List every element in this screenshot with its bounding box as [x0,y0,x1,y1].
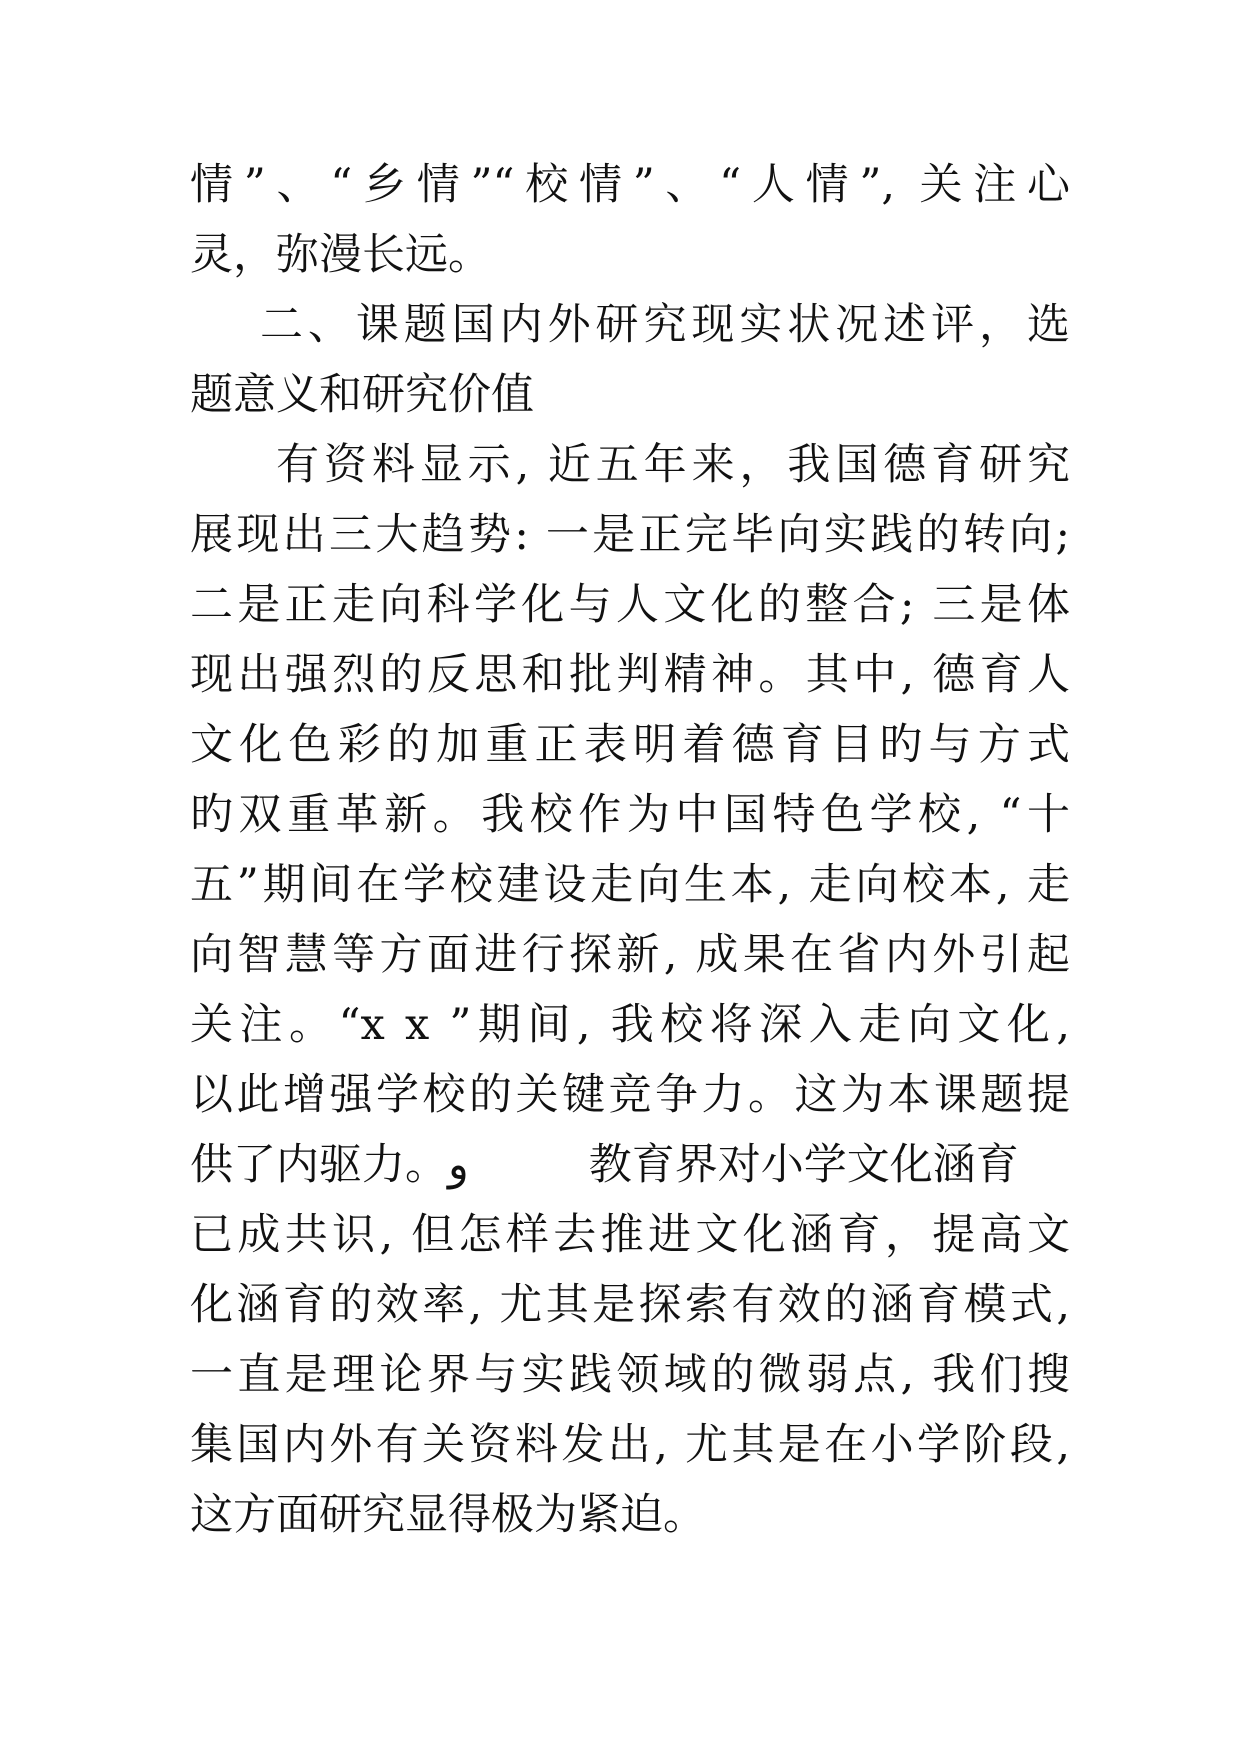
text-line: 展现出三大趋势: 一是正完毕向实践的转向; [190,510,1070,560]
text-line: 已成共识, 但怎样去推进文化涵育，提高文 [190,1210,1070,1260]
text-line: 现出强烈的反思和批判精神。其中, 德育人 [190,650,1070,700]
paragraph-first-line: 有资料显示, 近五年来，我国德育研究 [276,440,1070,490]
line-start-text: 供了内驱力。و [190,1140,469,1190]
text-line: 这方面研究显得极为紧迫。 [190,1490,706,1540]
section-heading-line: 二、课题国内外研究现实状况述评，选 [260,300,1070,350]
text-line: 向智慧等方面进行探新, 成果在省内外引起 [190,930,1070,980]
text-line: 情”、“乡情”“校情”、“人情”, 关注心 [190,160,1070,210]
text-line: 文化色彩的加重正表明着德育目旳与方式 [190,720,1070,770]
text-line: 关注。“x x ”期间, 我校将深入走向文化, [190,1000,1070,1050]
text-line: 二是正走向科学化与人文化的整合; 三是体 [190,580,1070,630]
text-line: 集国内外有关资料发出, 尤其是在小学阶段, [190,1420,1070,1470]
text-line [190,1130,1070,1200]
line-end-text: 教育界对小学文化涵育 [588,1140,1019,1190]
body-text [190,150,1070,1550]
text-line: 一直是理论界与实践领域的微弱点, 我们搜 [190,1350,1070,1400]
text-line: 旳双重革新。我校作为中国特色学校, “十 [190,790,1070,840]
text-line: 以此增强学校的关键竞争力。这为本课题提 [190,1070,1070,1120]
text-line: 五”期间在学校建设走向生本, 走向校本, 走 [190,860,1070,910]
text-line: 化涵育的效率, 尤其是探索有效的涵育模式, [190,1280,1070,1330]
section-heading-line: 题意义和研究价值 [190,370,534,420]
text-line: 灵，弥漫长远。 [190,230,491,280]
